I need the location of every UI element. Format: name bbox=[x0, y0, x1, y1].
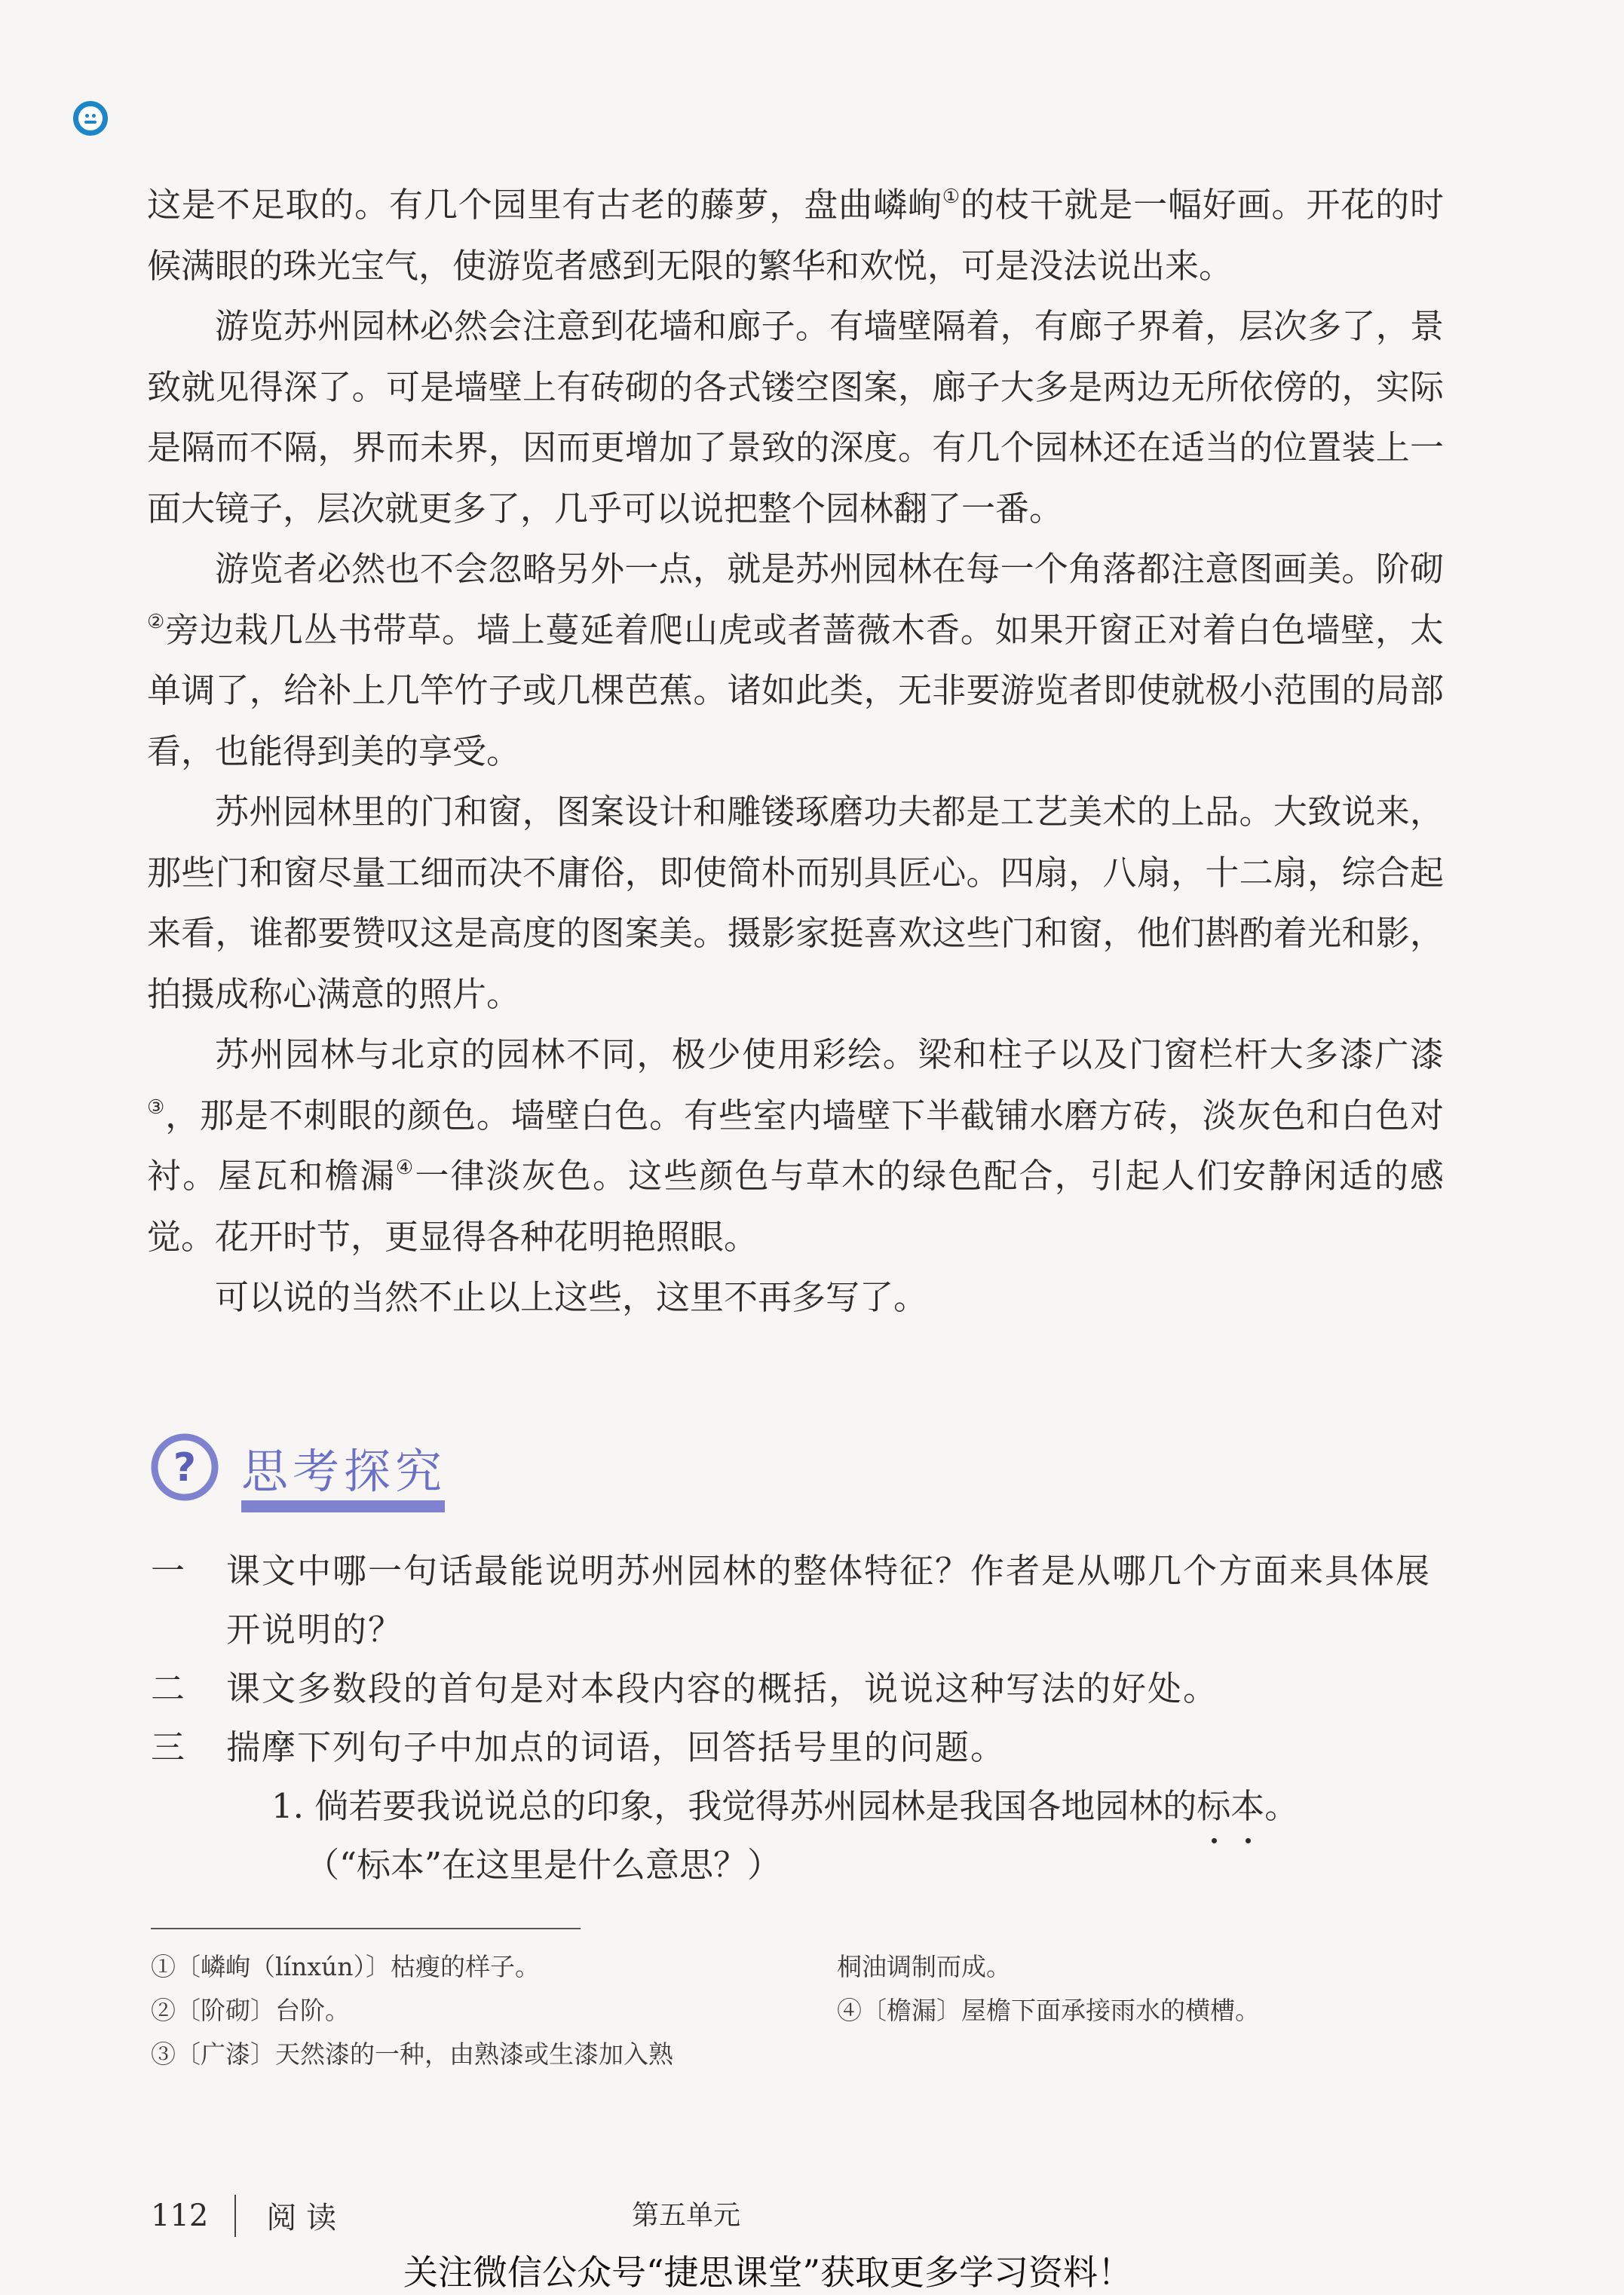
footnotes-left bbox=[151, 1945, 829, 2076]
paragraph-3: 游览者必然也不会忽略另外一点，就是苏州园林在每一个角落都注意图画美。阶砌②旁边栽几丛书带草。墙上蔓延着爬山虎或者蔷薇木香。如果开窗正对着白色墙壁，太单调了，给补上几竿竹子或几棵芭蕉。诸如此类，无非要游览者即使就极小范围的局部看，也能得到美的享受。 bbox=[147, 549, 1444, 771]
footnote: ①〔嶙峋（línxún）〕枯瘦的样子。 bbox=[151, 1952, 540, 1981]
svg-text:?: ? bbox=[173, 1445, 197, 1491]
section-header bbox=[147, 1425, 449, 1515]
paragraph-2: 游览苏州园林必然会注意到花墙和廊子。有墙壁隔着，有廊子界着，层次多了，景致就见得深了。可是墙壁上有砖砌的各式镂空图案，廊子大多是两边无所依傍的，实际是隔而不隔，界而未界，因而更增加了景致的深度。有几个园林还在适当的位置装上一面大镜子，层次就更多了，几乎可以说把整个园林翻了一番。 bbox=[147, 306, 1444, 529]
footnote: ④〔檐漏〕屋檐下面承接雨水的横槽。 bbox=[837, 1996, 1260, 2025]
paragraph-5: 苏州园林与北京的园林不同，极少使用彩绘。梁和柱子以及门窗栏杆大多漆广漆③，那是不刺眼的颜色。墙壁白色。有些室内墙壁下半截铺水磨方砖，淡灰色和白色对衬。屋瓦和檐漏④一律淡灰色。这些颜色与草木的绿色配合，引起人们安静闲适的感觉。花开时节，更显得各种花明艳照眼。 bbox=[147, 1034, 1444, 1257]
sub-question: 1. 倘若要我说说总的印象，我觉得苏州园林是我国各地园林的标本。 （“标本”在这里是什么意思？） bbox=[151, 1777, 1448, 1895]
footnote: ②〔阶砌〕台阶。 bbox=[151, 1996, 350, 2025]
title-underline bbox=[241, 1500, 445, 1512]
footer-unit: 第五单元 bbox=[632, 2200, 741, 2231]
question-item: 三 揣摩下列句子中加点的词语，回答括号里的问题。 bbox=[151, 1727, 1007, 1767]
emphasis-dot-char: 本 bbox=[1230, 1777, 1264, 1836]
question-list bbox=[151, 1542, 1448, 1895]
footer-section: 阅 读 bbox=[266, 2201, 337, 2235]
body-text bbox=[147, 175, 1444, 1328]
paragraph-4: 苏州园林里的门和窗，图案设计和雕镂琢磨功夫都是工艺美术的上品。大致说来，那些门和窗尽量工细而决不庸俗，即使简朴而别具匠心。四扇，八扇，十二扇，综合起来看，谁都要赞叹这是高度的图案美。摄影家挺喜欢这些门和窗，他们斟酌着光和影，拍摄成称心满意的照片。 bbox=[147, 792, 1444, 1014]
page-number: 112 bbox=[151, 2198, 209, 2233]
section-title: 思考探究 bbox=[241, 1444, 447, 1499]
question-item: 一 课文中哪一句话最能说明苏州园林的整体特征？作者是从哪几个方面来具体展开说明的？ bbox=[151, 1551, 1432, 1650]
paragraph-6: 可以说的当然不止以上这些，这里不再多写了。 bbox=[215, 1277, 928, 1317]
emphasis-dot-char: 标 bbox=[1197, 1777, 1230, 1836]
smiley-icon bbox=[73, 101, 108, 136]
footnote: 桐油调制而成。 bbox=[837, 1952, 1011, 1981]
question-item: 二 课文多数段的首句是对本段内容的概括，说说这种写法的好处。 bbox=[151, 1668, 1219, 1708]
promo-banner: 关注微信公众号“捷思课堂”获取更多学习资料！ bbox=[403, 2252, 1133, 2293]
page-footer bbox=[151, 2194, 336, 2237]
paragraph-1: 这是不足取的。有几个园里有古老的藤萝，盘曲嶙峋①的枝干就是一幅好画。开花的时候满眼的珠光宝气，使游览者感到无限的繁华和欢悦，可是没法说出来。 bbox=[147, 185, 1444, 286]
question-mark-icon bbox=[147, 1431, 219, 1503]
footnote: ③〔广漆〕天然漆的一种，由熟漆或生漆加入熟 bbox=[151, 2039, 673, 2069]
footnotes-right bbox=[837, 1945, 1440, 2033]
footnote-divider bbox=[151, 1928, 581, 1929]
